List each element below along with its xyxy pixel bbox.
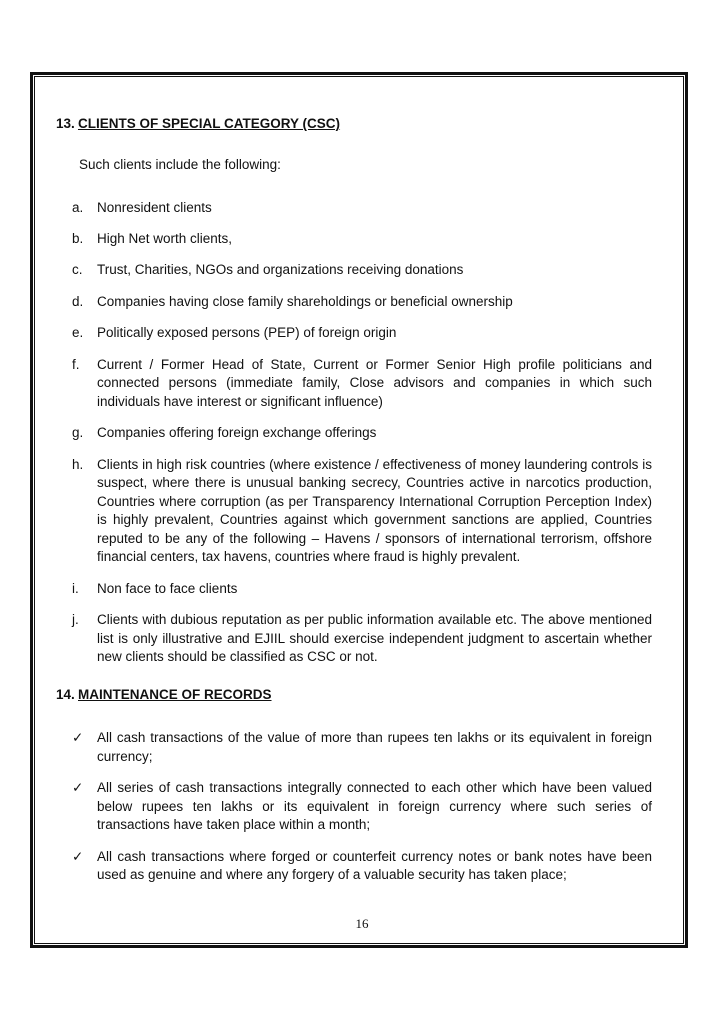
list-item-text: All cash transactions where forged or counterfeit currency notes or bank notes have been used as genuine and where any forgery of a valuable security has taken place; <box>97 848 652 882</box>
section-13-number: 13. <box>56 116 75 131</box>
section-14-heading <box>56 687 272 702</box>
check-icon: ✓ <box>72 780 84 795</box>
section-14-title: MAINTENANCE OF RECORDS <box>78 687 272 702</box>
list-item <box>72 293 652 312</box>
list-item-text: All cash transactions of the value of more than rupees ten lakhs or its equivalent in foreign currency; <box>97 730 652 764</box>
list-item <box>72 424 652 443</box>
list-marker: a. <box>72 200 84 215</box>
section-14-number: 14. <box>56 687 75 702</box>
checklist-item <box>72 729 652 766</box>
list-item-text: Clients with dubious reputation as per public information available etc. The above mentioned list is only illustrative and EJIIL should exercise independent judgment to ascertain whether new clients should be classified as CSC or not. <box>97 612 652 664</box>
section-13-heading <box>56 116 340 131</box>
list-marker: h. <box>72 456 84 472</box>
checklist-item <box>72 779 652 835</box>
list-item-text: Non face to face clients <box>97 580 238 596</box>
section-13-intro: Such clients include the following: <box>79 157 281 172</box>
list-item <box>72 324 652 343</box>
list-item-text: High Net worth clients, <box>97 230 233 246</box>
list-item <box>72 199 652 218</box>
list-item <box>72 230 652 249</box>
list-item-text: All series of cash transactions integrally connected to each other which have been valued below rupees ten lakhs or its equivalent in foreign currency where such series of transactions have taken place within a month; <box>97 780 652 832</box>
page-number: 16 <box>355 916 369 931</box>
checklist-item <box>72 848 652 885</box>
list-marker: f. <box>72 356 80 372</box>
list-item-text: Trust, Charities, NGOs and organizations receiving donations <box>97 262 464 277</box>
list-item-text: Current / Former Head of State, Current or Former Senior High profile politicians and connected persons (immediate family, Close advisors and companies in which such individuals have interest or significant influence) <box>97 356 652 409</box>
list-item <box>72 456 652 567</box>
list-item <box>72 580 652 599</box>
list-marker: d. <box>72 293 84 309</box>
list-marker: c. <box>72 262 83 277</box>
list-marker: i. <box>72 580 79 596</box>
list-item <box>72 356 652 412</box>
list-item-text: Clients in high risk countries (where existence / effectiveness of money laundering controls is suspect, where there is unusual banking secrecy, Countries active in narcotics production, Countries where corruption (as per Transparency International Corruption Perception Index) is highly prevalent, Countries against which government sanctions are applied, Countries reputed to be any of the following – Havens / sponsors of international terrorism, offshore financial centers, tax havens, countries where fraud is highly prevalent. <box>97 456 652 564</box>
check-icon: ✓ <box>72 848 84 864</box>
list-item-text: Nonresident clients <box>97 200 212 215</box>
list-item <box>72 261 652 280</box>
list-item-text: Companies offering foreign exchange offerings <box>97 425 377 440</box>
list-item-text: Politically exposed persons (PEP) of foreign origin <box>97 325 397 340</box>
list-item-text: Companies having close family shareholdings or beneficial ownership <box>97 293 513 309</box>
list-item <box>72 611 652 667</box>
list-marker: e. <box>72 325 84 340</box>
check-icon: ✓ <box>72 730 84 745</box>
list-marker: b. <box>72 230 84 246</box>
section-13-title: CLIENTS OF SPECIAL CATEGORY (CSC) <box>78 116 341 131</box>
section-14-list <box>72 729 652 885</box>
list-marker: j. <box>72 612 79 627</box>
list-marker: g. <box>72 425 84 440</box>
section-13-list <box>72 199 652 667</box>
